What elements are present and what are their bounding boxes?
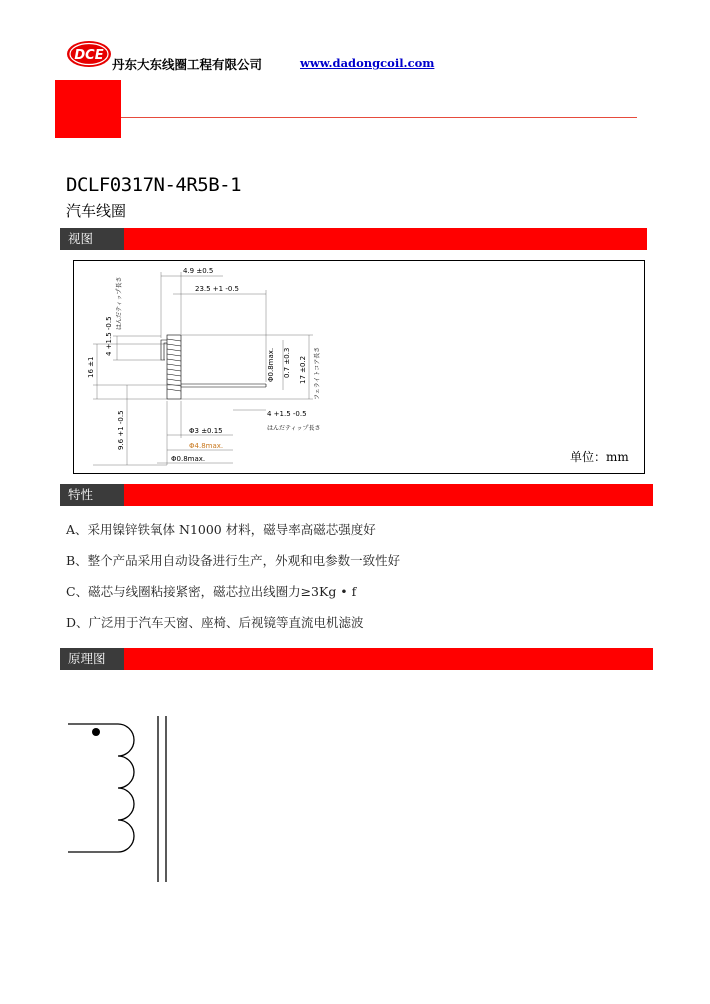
dim-ferrite: 17 ±0.2 <box>299 355 307 384</box>
dimension-drawing <box>73 260 645 474</box>
coil-winding <box>68 724 134 852</box>
feature-item-d: D、广泛用于汽车天窗、座椅、后视镜等直流电机滤波 <box>66 615 364 630</box>
product-name: 汽车线圈 <box>66 202 127 220</box>
dim-outer: Φ4.8max. <box>189 442 224 450</box>
dim-width-tip: 4.9 ±0.5 <box>183 267 214 275</box>
header-divider <box>121 117 637 118</box>
feature-item-a: A、采用镍锌铁氧体 N1000 材料，磁导率高磁芯强度好 <box>66 522 376 537</box>
section-schematic-label: 原理图 <box>60 648 124 670</box>
section-features-bar <box>124 484 653 506</box>
header-red-block <box>55 80 121 138</box>
section-view-bar <box>124 228 647 250</box>
ferrite-note: フェライトコア長さ <box>314 346 321 400</box>
dim-tip-right: 4 +1.5 -0.5 <box>267 410 307 418</box>
dim-inner: Φ3 ±0.15 <box>189 427 223 435</box>
dim-wire: Φ0.8max. <box>171 455 206 463</box>
dim-core-dia: 0.7 ±0.3 <box>283 347 291 378</box>
website-link[interactable]: www.dadongcoil.com <box>300 56 435 70</box>
company-name: 丹东大东线圈工程有限公司 <box>112 57 263 72</box>
section-features-label: 特性 <box>60 484 124 506</box>
feature-item-b: B、整个产品采用自动设备进行生产，外观和电参数一致性好 <box>66 553 401 568</box>
part-number: DCLF0317N-4R5B-1 <box>66 174 242 196</box>
dim-length: 23.5 +1 -0.5 <box>195 285 240 293</box>
dim-tip-left: 4 +1.5 -0.5 <box>105 316 113 356</box>
unit-label: 单位：mm <box>570 450 629 464</box>
tip-right-note: はんだティップ長さ <box>267 425 321 432</box>
tip-left-note: はんだティップ長さ <box>116 276 123 330</box>
section-view-label: 视图 <box>60 228 124 250</box>
logo-text: DCE <box>74 48 104 63</box>
dim-wire-dia-right: Φ0.8max. <box>267 347 275 382</box>
dim-bottom: 9.6 +1 -0.5 <box>117 410 125 450</box>
section-schematic-bar <box>124 648 653 670</box>
inductor-schematic <box>60 710 180 890</box>
polarity-dot <box>92 728 100 736</box>
dim-height: 16 ±1 <box>87 356 95 378</box>
dce-logo <box>66 40 112 68</box>
feature-item-c: C、磁芯与线圈粘接紧密，磁芯拉出线圈力≥3Kg • f <box>66 584 357 599</box>
